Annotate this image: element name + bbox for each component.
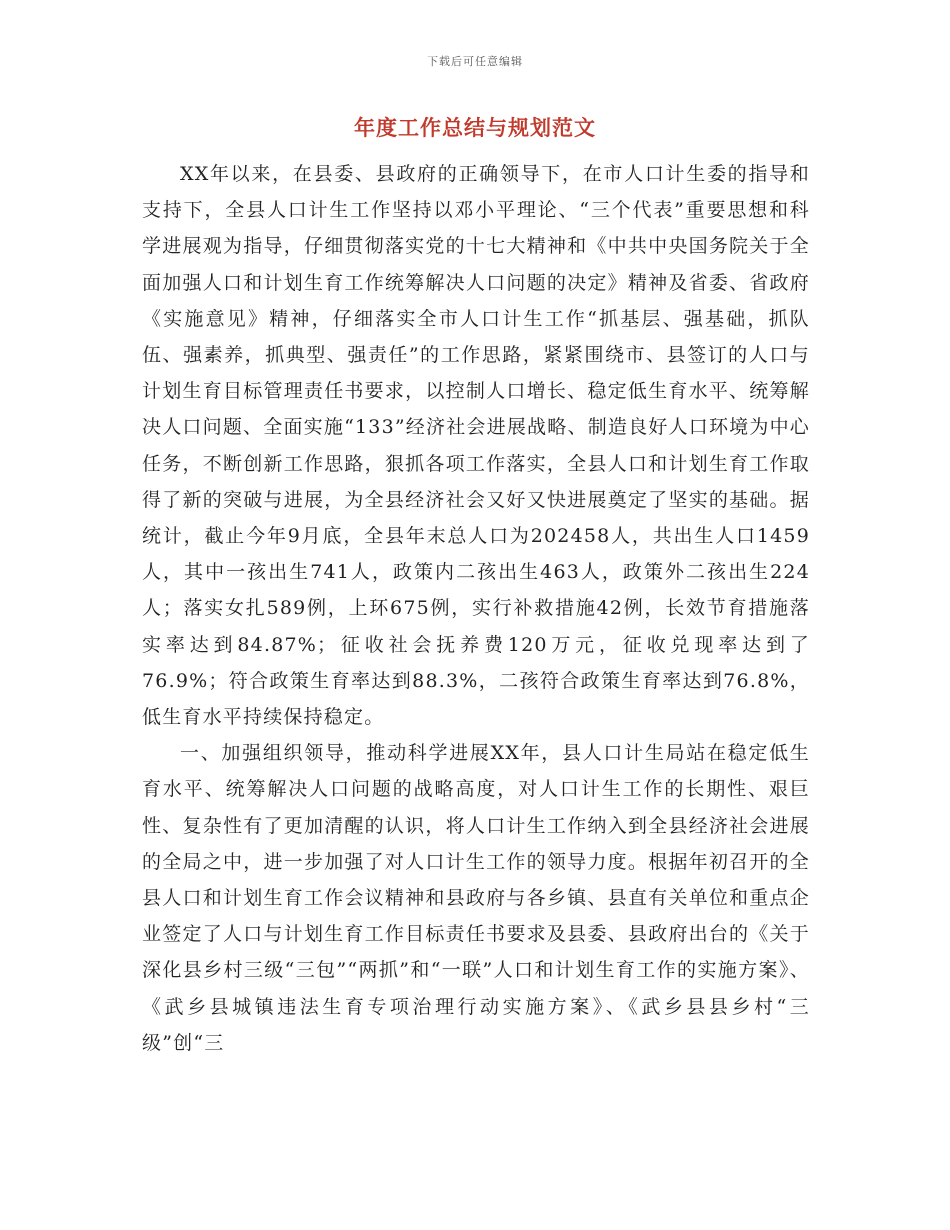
document-title: 年度工作总结与规划范文 — [354, 116, 596, 140]
header-note: 下载后可任意编辑 — [427, 55, 523, 68]
paragraph-section-one: 一、加强组织领导，推动科学进展XX年，县人口计生局站在稳定低生育水平、统筹解决人口问题的战略高度，对人口计生工作的长期性、艰巨性、复杂性有了更加清醒的认识，将人口计生工作纳入到全县经济社会进展的全局之中，进一步加强了对人口计生工作的领导力度。根据年初召开的全县人口和计划生育工作会议精神和县政府与各乡镇、县直有关单位和重点企业签定了人口与计划生育工作目标责任书要求及县委、县政府出台的《关于深化县乡村三级“三包”“两抓”和“一联”人口和计划生育工作的实施方案》、《武乡县城镇违法生育专项治理行动实施方案》、《武乡县县乡村“三级”创“三 — [142, 742, 810, 1054]
document-body — [142, 156, 810, 1061]
paragraph-intro: XX年以来，在县委、县政府的正确领导下，在市人口计生委的指导和支持下，全县人口计生工作坚持以邓小平理论、“三个代表”重要思想和科学进展观为指导，仔细贯彻落实党的十七大精神和《中共中央国务院关于全面加强人口和计划生育工作统筹解决人口问题的决定》精神及省委、省政府《实施意见》精神，仔细落实全市人口计生工作“抓基层、强基础，抓队伍、强素养，抓典型、强责任”的工作思路，紧紧围绕市、县签订的人口与计划生育目标管理责任书要求，以控制人口增长、稳定低生育水平、统筹解决人口问题、全面实施“133”经济社会进展战略、制造良好人口环境为中心任务，不断创新工作思路，狠抓各项工作落实，全县人口和计划生育工作取得了新的突破与进展，为全县经济社会又好又快进展奠定了坚实的基础。据统计，截止今年9月底，全县年末总人口为202458人，共出生人口1459人，其中一孩出生741人，政策内二孩出生463人，政策外二孩出生224人；落实女扎589例，上环675例，实行补救措施42例，长效节育措施落实率达到84.87%；征收社会抚养费120万元，征收兑现率达到了76.9%；符合政策生育率达到88.3%，二孩符合政策生育率达到76.8%，低生育水平持续保持稳定。 — [142, 163, 810, 729]
